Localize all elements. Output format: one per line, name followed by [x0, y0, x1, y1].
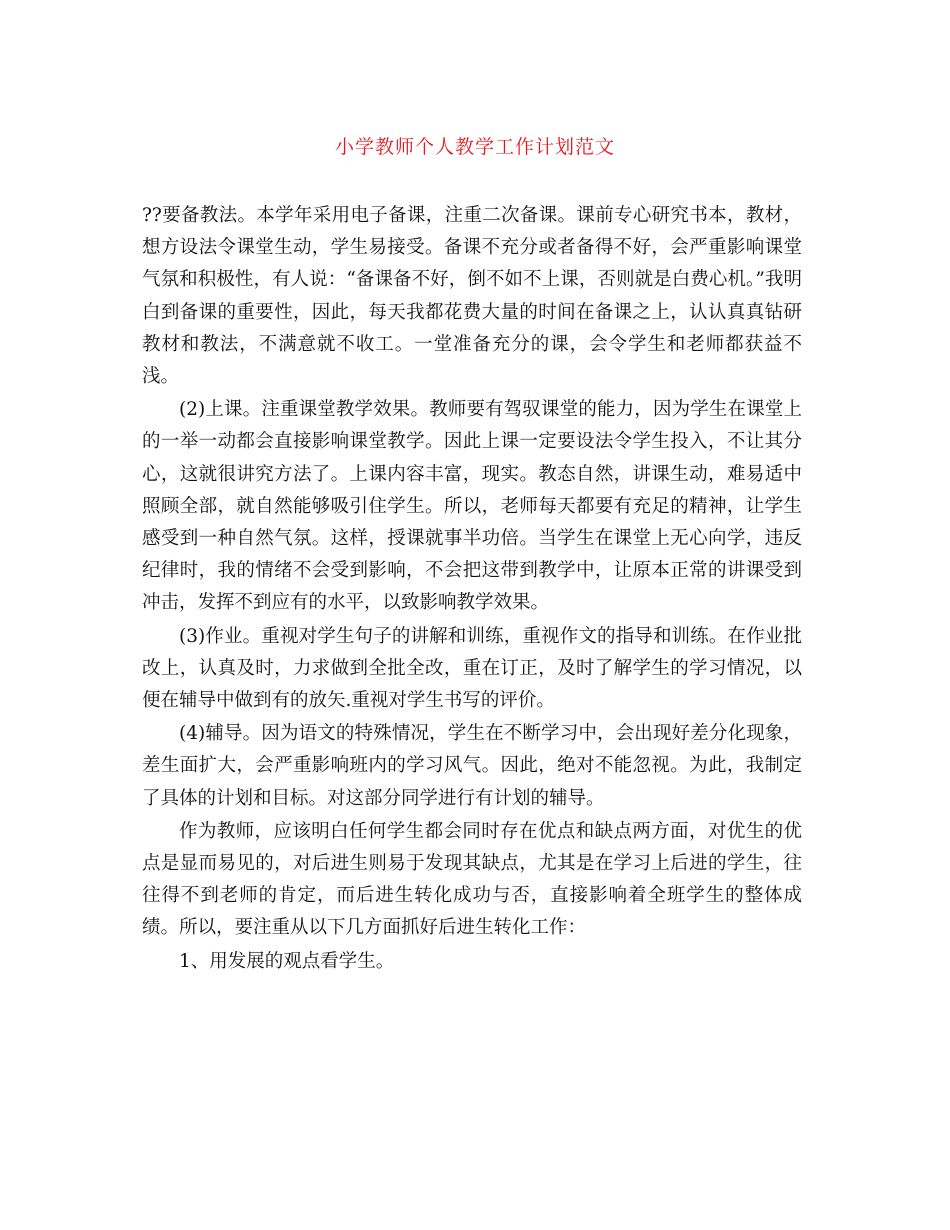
paragraph-lessons: (2)上课。注重课堂教学效果。教师要有驾驭课堂的能力，因为学生在课堂上的一举一动都会直接影响课堂教学。因此上课一定要设法令学生投入，不让其分心，这就很讲究方法了。上课内容丰富，现实。教态自然，讲课生动，难易适中照顾全部，就自然能够吸引住学生。所以，老师每天都要有充足的精神，让学生感受到一种自然气氛。这样，授课就事半功倍。当学生在课堂上无心向学，违反纪律时，我的情绪不会受到影响，不会把这带到教学中，让原本正常的讲课受到冲击，发挥不到应有的水平，以致影响教学效果。 — [142, 399, 802, 614]
paragraph-point-1: 1、用发展的观点看学生。 — [179, 950, 395, 972]
paragraph-prepare-methods: ??要备教法。本学年采用电子备课，注重二次备课。课前专心研究书本，教材，想方设法令课堂生动，学生易接受。备课不充分或者备得不好，会严重影响课堂气氛和积极性，有人说：“备课备不好，倒不如不上课，否则就是白费心机。”我明白到备课的重要性，因此，每天我都花费大量的时间在备课之上，认认真真钻研教材和教法，不满意就不收工。一堂准备充分的课，会令学生和老师都获益不浅。 — [142, 205, 802, 388]
document-title: 小学教师个人教学工作计划范文 — [334, 136, 615, 158]
document-body — [142, 200, 802, 979]
paragraph-as-teacher: 作为教师，应该明白任何学生都会同时存在优点和缺点两方面，对优生的优点是显而易见的，对后进生则易于发现其缺点，尤其是在学习上后进的学生，往往得不到老师的肯定，而后进生转化成功与否，直接影响着全班学生的整体成绩。所以，要注重从以下几方面抓好后进生转化工作： — [142, 820, 802, 939]
paragraph-tutoring: (4)辅导。因为语文的特殊情况，学生在不断学习中，会出现好差分化现象，差生面扩大，会严重影响班内的学习风气。因此，绝对不能忽视。为此，我制定了具体的计划和目标。对这部分同学进行有计划的辅导。 — [142, 723, 802, 809]
paragraph-homework: (3)作业。重视对学生句子的讲解和训练，重视作文的指导和训练。在作业批改上，认真及时，力求做到全批全改，重在订正，及时了解学生的学习情况，以便在辅导中做到有的放矢.重视对学生书写的评价。 — [142, 625, 802, 712]
